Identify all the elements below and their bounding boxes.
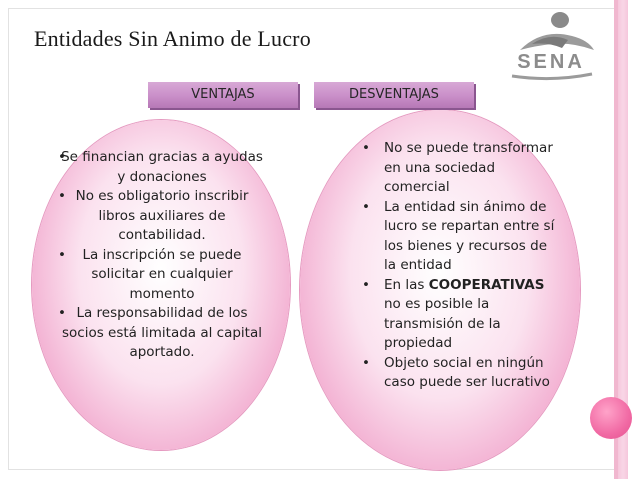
sena-logo — [502, 10, 600, 86]
list-item: • La responsabilidad de los socios está limitada al capital aportado. — [58, 304, 266, 363]
item-suffix: no es posible la transmisión de la propiedad — [384, 296, 501, 351]
advantages-list — [58, 148, 266, 363]
list-item: • Se financian gracias a ayudas y donaciones — [58, 148, 266, 187]
disadvantages-header: DESVENTAJAS — [314, 82, 474, 108]
list-item: • No es obligatorio inscribir libros auxiliares de contabilidad. — [58, 187, 266, 246]
list-item — [362, 276, 562, 354]
advantages-header: VENTAJAS — [148, 82, 298, 108]
disadvantages-list — [362, 139, 562, 393]
slide-title: Entidades Sin Animo de Lucro — [34, 26, 311, 51]
list-item: • Objeto social en ningún caso puede ser lucrativo — [362, 354, 562, 393]
cooperativas-emphasis: COOPERATIVAS — [428, 276, 545, 293]
logo-wordmark: SENA — [517, 51, 585, 73]
list-item: • No se puede transformar en una sociedad comercial — [362, 139, 562, 198]
list-item: • La inscripción se puede solicitar en cualquier momento — [58, 246, 266, 305]
decorative-circle — [590, 397, 632, 439]
item-prefix: En las — [384, 276, 429, 293]
list-item: • La entidad sin ánimo de lucro se repartan entre sí los bienes y recursos de la entidad — [362, 198, 562, 276]
